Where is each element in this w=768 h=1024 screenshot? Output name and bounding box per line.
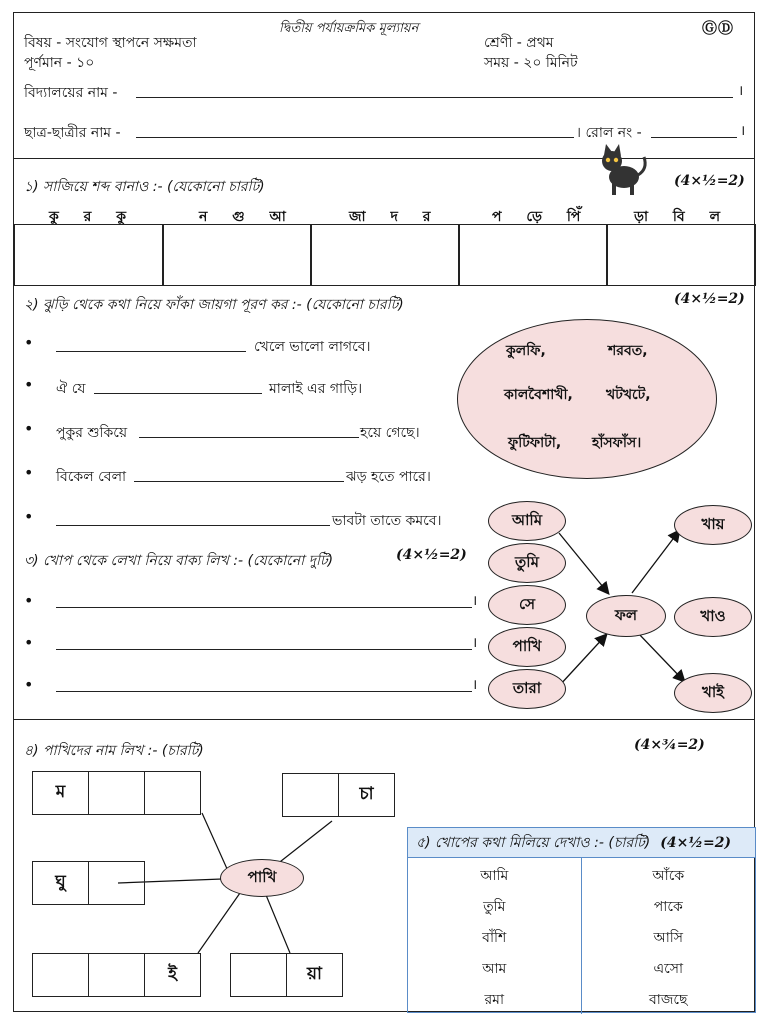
match-left-item[interactable]: তুমি [483, 899, 506, 915]
subject-label: বিষয় - সংযোগ স্থাপনে সক্ষমতা [24, 35, 197, 51]
letter-box[interactable] [88, 953, 145, 997]
q1-title: ১) সাজিয়ে শব্দ বানাও :- (যেকোনো চারটি) [24, 179, 265, 195]
subject-pill: তারা [488, 669, 566, 709]
student-name-label: ছাত্র-ছাত্রীর নাম - [24, 125, 121, 141]
roll-end-mark: । [740, 123, 746, 139]
class-label: শ্রেণী - প্রথম [484, 35, 554, 51]
q3-end-mark: । [472, 593, 478, 609]
match-left-item[interactable]: আমি [480, 868, 509, 884]
letter-box: চা [338, 773, 395, 817]
divider [14, 719, 754, 720]
match-right-item[interactable]: পাকে [653, 899, 683, 915]
q3-end-mark: । [472, 635, 478, 651]
letter-box: ম [32, 771, 89, 815]
subject-pill: আমি [488, 501, 566, 541]
bullet: • [24, 463, 34, 482]
subject-pill: তুমি [488, 543, 566, 583]
bullet: • [24, 507, 34, 526]
q2-text-2-post: মালাই এর গাড়ি। [269, 381, 363, 397]
q2-text-4-pre: বিকেল বেলা [56, 469, 127, 485]
matching-box [407, 827, 756, 1013]
verb-pill: খাই [674, 673, 752, 713]
gd-badge: ⒼⒹ [702, 19, 735, 37]
bullet: • [24, 333, 34, 352]
letter-box[interactable] [230, 953, 287, 997]
bullet: • [24, 633, 34, 652]
worksheet-page [13, 12, 755, 1012]
q2-text-3-post: হয়ে গেছে। [360, 425, 420, 441]
match-left-item[interactable]: রমা [484, 992, 505, 1008]
q1-letters-5: ড়া বি ল [634, 209, 731, 225]
match-right-item[interactable]: আসি [653, 930, 684, 946]
bullet: • [24, 675, 34, 694]
q3-end-mark: । [472, 677, 478, 693]
q1-letters-2: ন গু আ [199, 209, 296, 225]
letter-box[interactable] [88, 861, 145, 905]
match-left-item[interactable]: আম [482, 961, 507, 977]
match-right-item[interactable]: আঁকে [652, 868, 685, 884]
basket-word: খটখটে, [606, 387, 651, 403]
letter-box[interactable] [144, 771, 201, 815]
q4-title: ৪) পাখিদের নাম লিখ :- (চারটি) [24, 743, 204, 759]
basket-word: কালবৈশাখী, [504, 387, 573, 403]
letter-box: ই [144, 953, 201, 997]
letter-box[interactable] [32, 953, 89, 997]
q2-title: ২) ঝুড়ি থেকে কথা নিয়ে ফাঁকা জায়গা পূরণ কর :- (যেকোনো চারটি) [24, 297, 404, 313]
bullet: • [24, 419, 34, 438]
q1-letters-1: কু র কু [49, 209, 137, 225]
match-right-item[interactable]: এসো [653, 961, 684, 977]
center-word-pill: ফল [586, 595, 666, 637]
q2-text-1-post: খেলে ভালো লাগবে। [254, 339, 371, 355]
q5-left-column [408, 858, 582, 1014]
school-name-label: বিদ্যালয়ের নাম - [24, 85, 118, 101]
match-right-item[interactable]: বাজছে [649, 992, 688, 1008]
q5-title: ৫) খোপের কথা মিলিয়ে দেখাও :- (চারটি) [416, 834, 651, 851]
basket-word: ফুটিফাটা, [508, 435, 562, 451]
q5-right-column [582, 858, 756, 1014]
basket-word: কুলফি, [506, 343, 546, 359]
q1-letters-4: প ড়ে পিঁ [492, 209, 591, 225]
q5-header [408, 828, 755, 858]
bullet: • [24, 375, 34, 394]
match-left-item[interactable]: বাঁশি [482, 930, 507, 946]
letter-box[interactable] [282, 773, 339, 817]
q3-marks: (4×½=2) [396, 547, 467, 563]
subject-pill: পাখি [488, 627, 566, 667]
verb-pill: খাও [674, 597, 752, 637]
letter-box[interactable] [88, 771, 145, 815]
verb-pill: খায় [674, 505, 752, 545]
q2-text-5-post: ভাবটা তাতে কমবে। [332, 513, 442, 529]
q2-text-3-pre: পুকুর শুকিয়ে [56, 425, 128, 441]
bird-center-pill: পাখি [220, 859, 304, 897]
basket-word: হাঁসফাঁস। [592, 435, 642, 451]
letter-box: ঘু [32, 861, 89, 905]
q4-marks: (4×¾=2) [634, 737, 705, 753]
full-marks-label: পূর্ণমান - ১০ [24, 55, 95, 71]
q1-marks: (4×½=2) [674, 173, 745, 189]
roll-label: । রোল নং - [576, 125, 642, 141]
q2-text-2-pre: ঐ যে [56, 381, 86, 397]
q2-text-4-post: ঝড় হতে পারে। [346, 469, 431, 485]
basket-word: শরবত, [608, 343, 648, 359]
q3-title: ৩) খোপ থেকে লেখা নিয়ে বাক্য লিখ :- (যেকোনো দুটি) [24, 553, 334, 569]
letter-box: য়া [286, 953, 343, 997]
bullet: • [24, 591, 34, 610]
q1-letters-3: জা দ র [349, 209, 441, 225]
q2-marks: (4×½=2) [674, 291, 745, 307]
exam-title: দ্বিতীয় পর্যায়ক্রমিক মূল্যায়ন [279, 21, 419, 36]
q5-marks: (4×½=2) [660, 834, 732, 851]
time-label: সময় - ২০ মিনিট [484, 55, 578, 71]
subject-pill: সে [488, 585, 566, 625]
school-end-mark: । [738, 83, 744, 99]
